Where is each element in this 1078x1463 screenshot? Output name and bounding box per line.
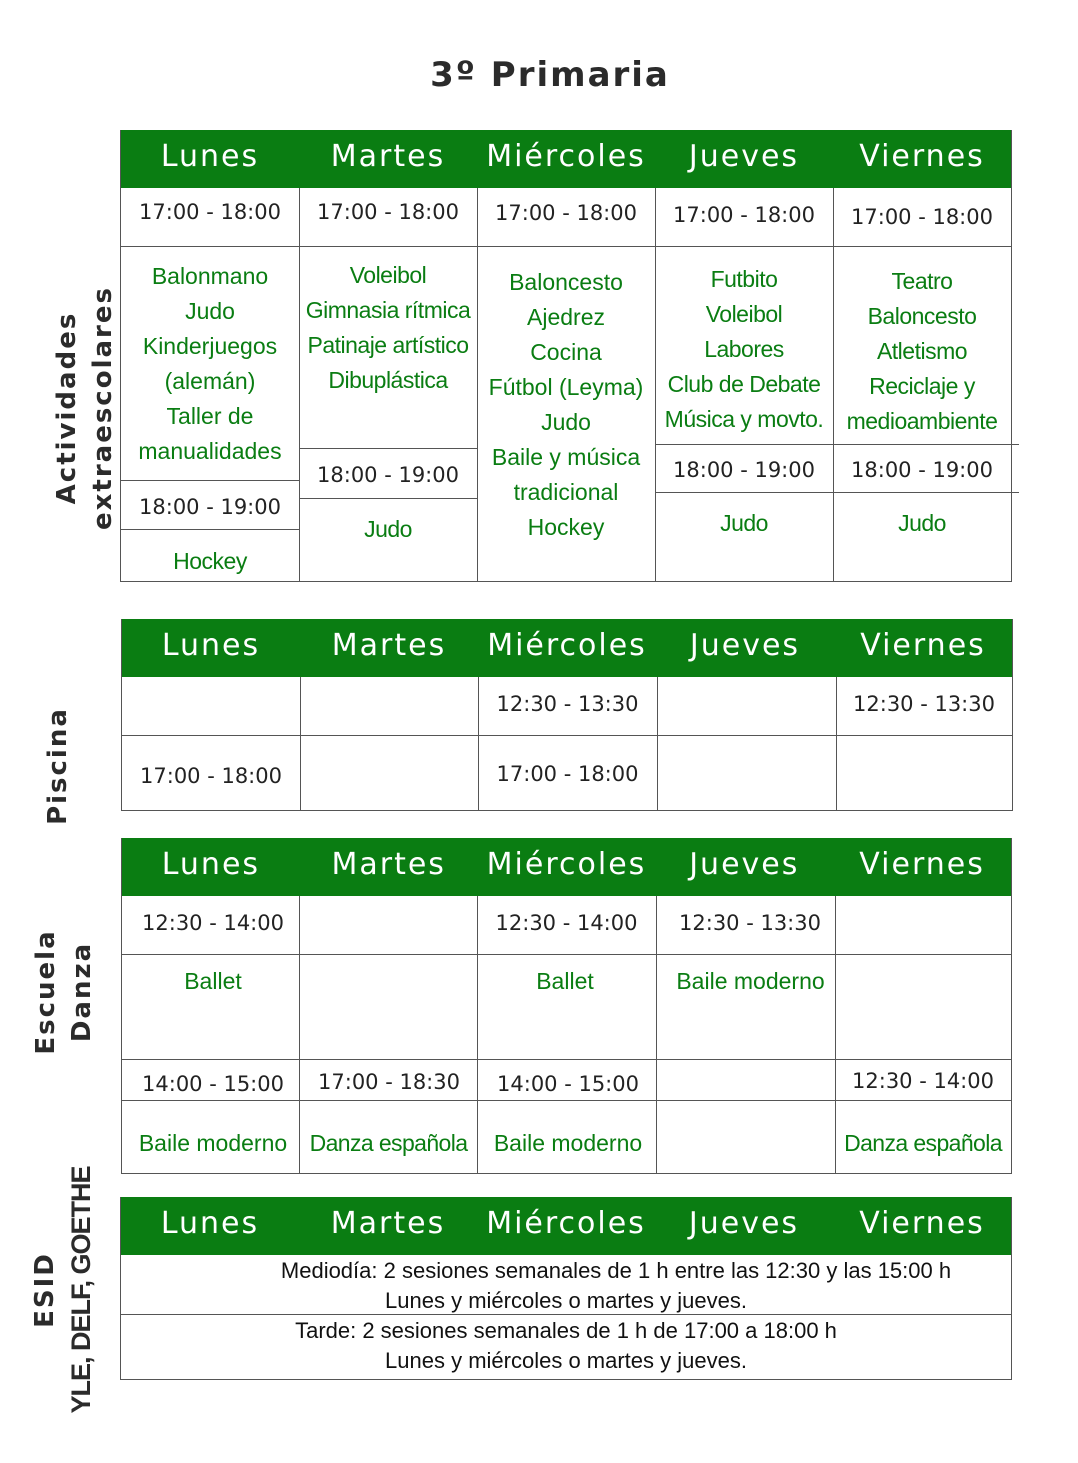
header-day: Lunes [160,139,260,174]
activity-item: Ballet [184,968,242,994]
activity-item: Judo [720,510,768,536]
header-day: Martes [331,628,447,663]
section-label-extraescolares [49,268,125,548]
time-cell: 17:00 - 18:00 [139,200,281,224]
time-cell: 12:30 - 14:00 [852,1069,994,1093]
row-divider [121,246,1011,247]
time-cell: 12:30 - 13:30 [496,692,639,716]
time-cell: 18:00 - 19:00 [851,458,993,482]
note-line: Lunes y miércoles o martes y jueves. [385,1348,747,1373]
header-day: Lunes [161,628,261,663]
page-title: 3º Primaria [430,55,670,95]
activity-item: (alemán) [164,368,256,394]
activity-item: Gimnasia rítmica [305,297,471,323]
header-day: Jueves [689,628,801,663]
time-cell: 17:00 - 18:00 [495,201,637,225]
activity-item: Taller de [166,403,254,429]
activity-item: Teatro [891,268,953,294]
esid-table [120,1197,1012,1380]
activity-item: manualidades [138,438,282,464]
table-header [122,619,1012,677]
header-day: Viernes [859,139,985,174]
section-label-line1: ESID [30,1252,60,1328]
activity-item: Fútbol (Leyma) [488,374,644,400]
time-cell: 18:00 - 19:00 [317,463,459,487]
section-label-line2: YLE, DELF, GOETHE [66,1166,96,1414]
activity-item: Judo [541,409,591,435]
activity-item: Ballet [536,968,594,994]
time-cell: 14:00 - 15:00 [497,1072,639,1096]
activity-item: Baile y música [491,444,641,470]
header-day: Viernes [859,1206,985,1241]
row-divider [122,1059,1011,1060]
activity-list [833,264,1011,439]
activity-item: Baloncesto [867,303,977,329]
header-day: Martes [330,139,446,174]
column-divider [300,677,301,810]
activity-item: Música y movto. [664,406,824,432]
activity-item: Reciclaje y [869,373,975,399]
activity-item: Labores [704,336,784,362]
activity-item: Dibuplástica [328,367,448,393]
time-cell: 12:30 - 14:00 [142,911,284,935]
header-day: Jueves [688,1206,800,1241]
activity-item: Danza española [844,1130,1002,1156]
activity-item: Judo [185,298,235,324]
header-day: Miércoles [486,847,647,882]
time-cell: 12:30 - 14:00 [495,911,638,935]
activity-item: Baile moderno [138,1130,288,1156]
note-line: Tarde: 2 sesiones semanales de 1 h de 17:00 a 18:00 h [295,1318,837,1343]
table-header [121,1197,1011,1255]
activity-item: Patinaje artístico [307,332,469,358]
activity-item: Voleibol [349,262,427,288]
activity-item: Hockey [173,548,247,574]
row-divider [121,480,299,481]
activity-item: Balonmano [151,263,269,289]
activity-item: Club de Debate [667,371,821,397]
time-cell: 17:00 - 18:00 [140,764,282,788]
time-cell: 17:00 - 18:00 [851,205,993,229]
activity-list [655,262,833,437]
note-line: Lunes y miércoles o martes y jueves. [385,1288,747,1313]
row-divider [655,492,1019,493]
section-label-esid [27,1160,103,1420]
danza-table [121,838,1012,1174]
row-divider [122,735,1012,736]
activity-item: Atletismo [876,338,968,364]
time-cell: 17:00 - 18:00 [673,203,815,227]
activity-item: Futbito [710,266,778,292]
row-divider [299,448,477,449]
header-day: Martes [331,847,446,882]
activity-item: Danza española [309,1130,468,1156]
table-header [122,838,1011,896]
header-day: Miércoles [487,628,647,663]
esid-note-tarde [121,1316,1011,1376]
activity-list [121,259,299,469]
header-day: Lunes [160,1206,260,1241]
extraescolares-table [120,130,1012,582]
header-day: Miércoles [486,139,646,174]
activity-item: Judo [898,510,946,536]
activity-item: medioambiente [846,408,998,434]
activity-item: Judo [364,516,412,542]
activity-list [299,258,477,398]
header-day: Martes [330,1206,446,1241]
section-label-line2: extraescolares [88,286,118,530]
time-cell: 12:30 - 13:30 [853,692,995,716]
header-day: Miércoles [486,1206,646,1241]
time-cell: 17:00 - 18:00 [317,200,459,224]
header-day: Viernes [860,628,986,663]
time-cell: 12:30 - 13:30 [679,911,821,935]
section-label-line2: Danza [67,941,97,1043]
time-cell: 18:00 - 19:00 [673,458,815,482]
time-cell: 17:00 - 18:00 [496,762,639,786]
activity-item: Baloncesto [509,269,623,295]
header-day: Jueves [689,847,800,882]
header-day: Viernes [859,847,985,882]
activity-item: tradicional [513,479,619,505]
activity-item: Baile moderno [493,1130,643,1156]
activity-item: Cocina [530,339,602,365]
section-label-line1: Escuela [31,929,61,1055]
note-line: Mediodía: 2 sesiones semanales de 1 h entre las 12:30 y las 15:00 h [280,1258,952,1283]
header-day: Jueves [688,139,800,174]
activity-item: Ajedrez [527,304,605,330]
activity-item: Baile moderno [676,968,825,994]
activity-item: Voleibol [705,301,783,327]
time-cell: 17:00 - 18:30 [318,1070,460,1094]
activity-list [477,265,655,545]
activity-item: Hockey [527,514,605,540]
row-divider [122,1100,1011,1101]
column-divider [657,677,658,810]
time-cell: 18:00 - 19:00 [139,495,281,519]
esid-note-mediodia [121,1256,1011,1316]
activity-item: Kinderjuegos [142,333,278,359]
row-divider [121,529,299,530]
section-label-line1: Actividades [52,311,82,505]
piscina-table [121,619,1013,811]
header-day: Lunes [161,847,261,882]
table-header [121,130,1011,188]
time-cell: 14:00 - 15:00 [142,1072,284,1096]
section-label-danza [28,917,104,1067]
row-divider [655,444,1019,445]
row-divider [122,954,1011,955]
section-label-piscina: Piscina [43,707,73,825]
row-divider [299,498,477,499]
